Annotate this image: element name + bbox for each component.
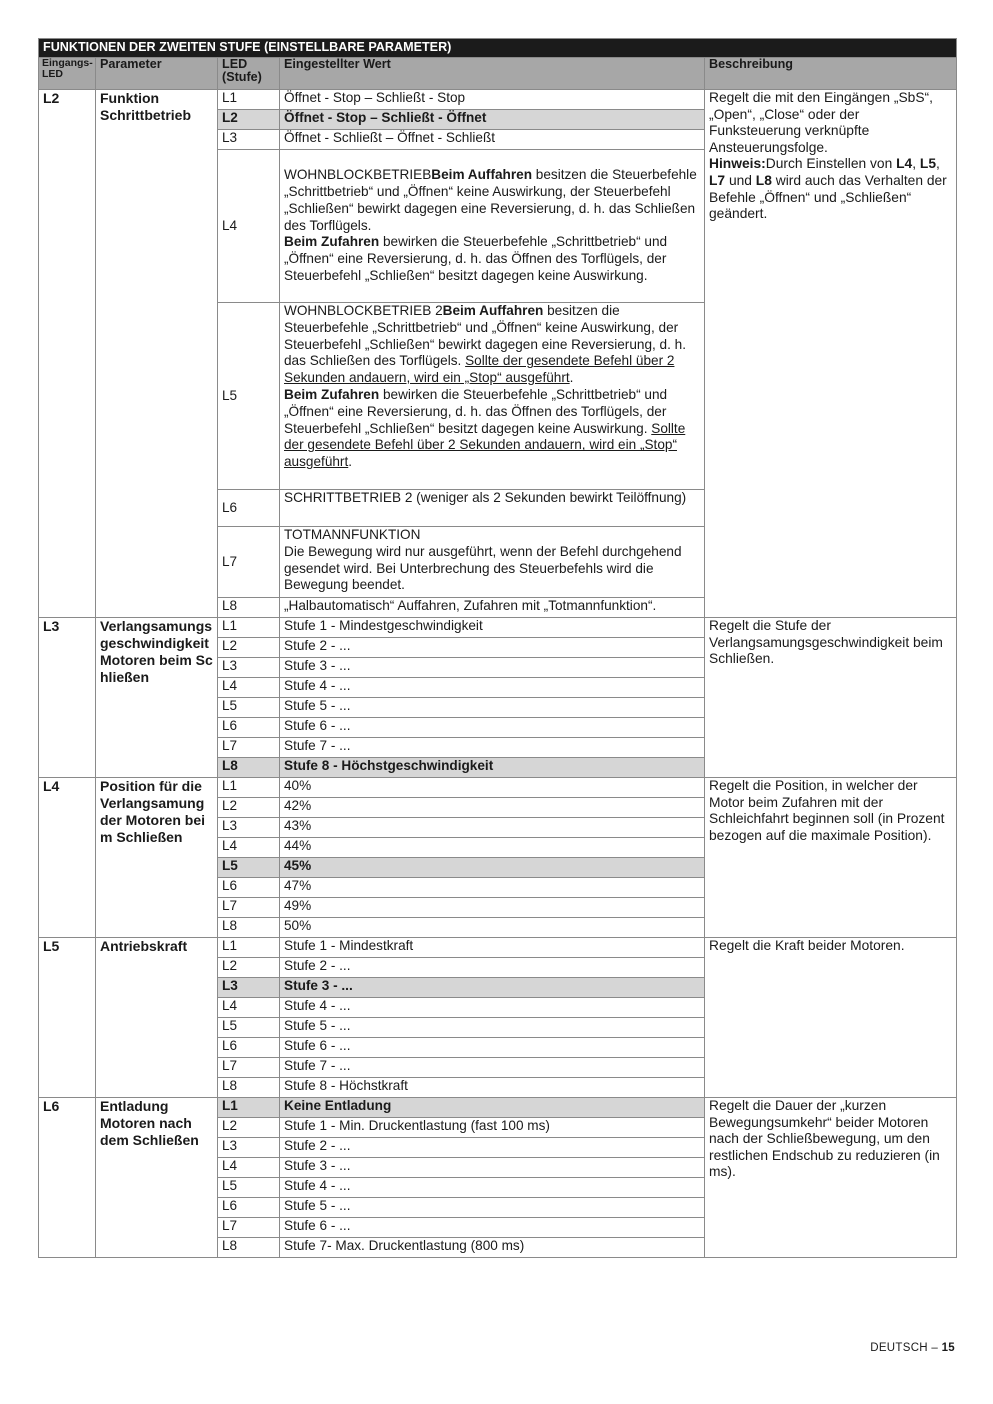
value-cell xyxy=(280,958,705,978)
parameter-cell: Funktion Schrittbetrieb xyxy=(96,90,218,618)
led-level-cell: L4 xyxy=(218,678,280,698)
parameter-table xyxy=(38,38,957,1258)
text-segment: Stufe 3 - ... xyxy=(284,1158,351,1173)
text-segment: Stufe 2 - ... xyxy=(284,958,351,973)
text-segment: . xyxy=(569,370,574,386)
text-segment: Beim Auffahren xyxy=(431,167,533,183)
value-cell xyxy=(280,1038,705,1058)
header-input-led: Eingangs-LED xyxy=(39,58,96,90)
text-segment: Stufe 5 - ... xyxy=(284,698,351,713)
text-segment: Beim Auffahren xyxy=(442,303,544,318)
led-level-cell: L8 xyxy=(218,758,280,778)
parameter-cell: Antriebskraft xyxy=(96,938,218,1098)
text-segment: Stufe 1 - Mindestgeschwindigkeit xyxy=(284,618,483,633)
value-cell xyxy=(280,978,705,998)
value-cell xyxy=(280,698,705,718)
input-led-cell: L2 xyxy=(39,90,96,618)
text-segment: Regelt die Position, in welcher der Motor beim Zufahren mit der Schleichfahrt beginnen soll (in Prozent bezogen auf die maximale Position). xyxy=(709,778,945,843)
led-level-cell: L3 xyxy=(218,658,280,678)
text-segment: L7 xyxy=(709,172,726,188)
value-cell xyxy=(280,1178,705,1198)
parameter-cell: Entladung Motoren nach dem Schließen xyxy=(96,1098,218,1258)
led-level-cell: L6 xyxy=(218,490,280,527)
text-segment: 49% xyxy=(284,898,312,913)
value-cell xyxy=(280,898,705,918)
text-segment: 47% xyxy=(284,878,312,893)
parameter-cell: Verlangsamungsgeschwindigkeit Motoren beim Schließen xyxy=(96,618,218,778)
led-level-cell: L5 xyxy=(218,1178,280,1198)
led-level-cell: L2 xyxy=(218,110,280,130)
description-cell xyxy=(705,1098,957,1258)
text-segment: bewirken die Steuerbefehle „Schrittbetrieb“ und „Öffnen“ eine Reversierung, d. h. das Öffnen des Torflügels, der Steuerbefehl „Schließen“ besitzt dagegen keine Auswirkung. xyxy=(284,234,668,283)
table-row xyxy=(39,778,957,798)
text-segment: Stufe 3 - ... xyxy=(284,658,351,673)
text-segment: Beim Zufahren xyxy=(284,386,380,402)
led-level-cell: L4 xyxy=(218,1158,280,1178)
text-segment: . xyxy=(348,454,353,470)
value-cell xyxy=(280,678,705,698)
input-led-cell: L3 xyxy=(39,618,96,778)
input-led-cell: L6 xyxy=(39,1098,96,1258)
text-segment: 43% xyxy=(284,818,312,833)
led-level-cell: L7 xyxy=(218,738,280,758)
value-cell xyxy=(280,1078,705,1098)
value-cell xyxy=(280,778,705,798)
value-cell xyxy=(280,150,705,303)
table-row xyxy=(39,618,957,638)
text-segment: Stufe 2 - ... xyxy=(284,638,351,653)
led-level-cell: L5 xyxy=(218,303,280,490)
text-segment: SCHRITTBETRIEB 2 (weniger als 2 Sekunden bewirkt Teilöffnung) xyxy=(284,490,687,505)
value-cell xyxy=(280,1058,705,1078)
footer-language: DEUTSCH – xyxy=(870,1342,942,1354)
text-segment: Sollte der gesendete Befehl über 2 Sekunden andauern, wird ein „Stop“ ausgeführt xyxy=(284,420,686,470)
value-cell xyxy=(280,490,705,527)
led-level-cell: L8 xyxy=(218,1078,280,1098)
value-cell xyxy=(280,638,705,658)
value-cell xyxy=(280,998,705,1018)
value-cell xyxy=(280,1098,705,1118)
text-segment: Stufe 7 - ... xyxy=(284,738,351,753)
led-level-cell: L8 xyxy=(218,598,280,618)
text-segment: 44% xyxy=(284,838,312,853)
text-segment: WOHNBLOCKBETRIEB xyxy=(284,167,432,183)
value-cell xyxy=(280,858,705,878)
text-segment: Stufe 6 - ... xyxy=(284,1218,351,1233)
page-number: 15 xyxy=(941,1342,955,1354)
table-title: FUNKTIONEN DER ZWEITEN STUFE (EINSTELLBARE PARAMETER) xyxy=(39,39,957,58)
led-level-cell: L7 xyxy=(218,1058,280,1078)
value-cell xyxy=(280,798,705,818)
text-segment: Stufe 7- Max. Druckentlastung (800 ms) xyxy=(284,1238,525,1253)
led-level-cell: L1 xyxy=(218,90,280,110)
text-segment: besitzen die Steuerbefehle „Schrittbetrieb“ und „Öffnen“ keine Auswirkung, der Steuerbefehl „Schließen“ bewirkt dagegen eine Reversierung, d. h. das Schließen des Torflügels. xyxy=(284,303,687,369)
led-level-cell: L7 xyxy=(218,1218,280,1238)
text-segment: Hinweis: xyxy=(709,156,766,172)
value-cell xyxy=(280,938,705,958)
text-segment: L4 xyxy=(896,156,913,172)
value-cell xyxy=(280,90,705,110)
value-cell xyxy=(280,1138,705,1158)
led-level-cell: L6 xyxy=(218,1038,280,1058)
value-cell xyxy=(280,130,705,150)
table-header-row xyxy=(39,58,957,90)
led-level-cell: L7 xyxy=(218,527,280,598)
led-level-cell: L1 xyxy=(218,618,280,638)
text-segment: Die Bewegung wird nur ausgeführt, wenn der Befehl durchgehend gesendet wird. Bei Unterbrechung des Steuerbefehls wird die Bewegung beendet. xyxy=(284,543,682,593)
text-segment: 42% xyxy=(284,798,312,813)
led-level-cell: L3 xyxy=(218,978,280,998)
table-row xyxy=(39,1098,957,1118)
value-cell xyxy=(280,1198,705,1218)
led-level-cell: L8 xyxy=(218,918,280,938)
text-segment: 40% xyxy=(284,778,312,793)
table-row xyxy=(39,938,957,958)
table-title-row xyxy=(39,39,957,58)
text-segment: Stufe 8 - Höchstkraft xyxy=(284,1078,408,1093)
led-level-cell: L2 xyxy=(218,1118,280,1138)
text-segment: Öffnet - Schließt – Öffnet - Schließt xyxy=(284,130,496,145)
led-level-cell: L4 xyxy=(218,838,280,858)
value-cell xyxy=(280,303,705,490)
value-cell xyxy=(280,1238,705,1258)
value-cell xyxy=(280,658,705,678)
header-value: Eingestellter Wert xyxy=(280,58,705,90)
text-segment: „Halbautomatisch“ Auffahren, Zufahren mit „Totmannfunktion“. xyxy=(284,598,657,613)
value-cell xyxy=(280,527,705,598)
led-level-cell: L2 xyxy=(218,638,280,658)
text-segment: Stufe 8 - Höchstgeschwindigkeit xyxy=(284,758,494,773)
input-led-cell: L4 xyxy=(39,778,96,938)
led-level-cell: L1 xyxy=(218,778,280,798)
text-segment: Stufe 6 - ... xyxy=(284,1038,351,1053)
value-cell xyxy=(280,598,705,618)
value-cell xyxy=(280,1158,705,1178)
text-segment: Stufe 5 - ... xyxy=(284,1198,351,1213)
led-level-cell: L4 xyxy=(218,998,280,1018)
led-level-cell: L2 xyxy=(218,798,280,818)
text-segment: Regelt die Dauer der „kurzen Bewegungsumkehr“ beider Motoren nach der Schließbewegung, um den restlichen Endschub zu reduzieren (in ms). xyxy=(709,1098,940,1180)
text-segment: L8 xyxy=(755,172,772,188)
value-cell xyxy=(280,618,705,638)
text-segment: 45% xyxy=(284,858,312,873)
text-segment: TOTMANNFUNKTION xyxy=(284,527,421,542)
description-cell xyxy=(705,618,957,778)
led-level-cell: L6 xyxy=(218,718,280,738)
text-segment: Regelt die Stufe der Verlangsamungsgeschwindigkeit beim Schließen. xyxy=(709,618,943,667)
text-segment: , xyxy=(936,156,940,172)
text-segment: Sollte der gesendete Befehl über 2 Sekunden andauern, wird ein „Stop“ ausgeführt xyxy=(284,353,675,386)
value-cell xyxy=(280,1218,705,1238)
text-segment: Beim Zufahren xyxy=(284,234,380,250)
page-footer xyxy=(870,1342,955,1354)
value-cell xyxy=(280,1018,705,1038)
description-cell xyxy=(705,90,957,618)
text-segment: Stufe 4 - ... xyxy=(284,1178,351,1193)
text-segment: Stufe 3 - ... xyxy=(284,978,353,993)
led-level-cell: L2 xyxy=(218,958,280,978)
text-segment: Stufe 4 - ... xyxy=(284,998,351,1013)
value-cell xyxy=(280,918,705,938)
text-segment: Stufe 5 - ... xyxy=(284,1018,351,1033)
header-description: Beschreibung xyxy=(705,58,957,90)
value-cell xyxy=(280,738,705,758)
text-segment: Stufe 1 - Min. Druckentlastung (fast 100 ms) xyxy=(284,1118,550,1133)
value-cell xyxy=(280,1118,705,1138)
description-cell xyxy=(705,938,957,1098)
parameter-cell: Position für die Verlangsamung der Motoren beim Schließen xyxy=(96,778,218,938)
text-segment: Regelt die Kraft beider Motoren. xyxy=(709,938,905,953)
header-led: LED (Stufe) xyxy=(218,58,280,90)
text-segment: Keine Entladung xyxy=(284,1098,392,1113)
led-level-cell: L1 xyxy=(218,1098,280,1118)
led-level-cell: L1 xyxy=(218,938,280,958)
text-segment: Stufe 1 - Mindestkraft xyxy=(284,938,414,953)
text-segment: bewirken die Steuerbefehle „Schrittbetrieb“ und „Öffnen“ eine Reversierung, d. h. das Öffnen des Torflügels, der Steuerbefehl „Schließen“ besitzt dagegen keine Auswirkung. xyxy=(284,386,668,436)
table-body xyxy=(39,90,957,1258)
led-level-cell: L5 xyxy=(218,1018,280,1038)
led-level-cell: L6 xyxy=(218,1198,280,1218)
led-level-cell: L8 xyxy=(218,1238,280,1258)
input-led-cell: L5 xyxy=(39,938,96,1098)
led-level-cell: L5 xyxy=(218,858,280,878)
text-segment: Stufe 4 - ... xyxy=(284,678,351,693)
value-cell xyxy=(280,110,705,130)
text-segment: wird auch das Verhalten der Befehle „Öffnen“ und „Schließen“ geändert. xyxy=(709,172,947,222)
led-level-cell: L3 xyxy=(218,818,280,838)
text-segment: Regelt die mit den Eingängen „SbS“, „Open“, „Close“ oder der Funksteuerung verknüpfte Ansteuerungsfolge. xyxy=(709,90,933,155)
led-level-cell: L7 xyxy=(218,898,280,918)
text-segment: , xyxy=(912,156,920,172)
value-cell xyxy=(280,718,705,738)
value-cell xyxy=(280,878,705,898)
text-segment: Öffnet - Stop – Schließt - Stop xyxy=(284,90,466,105)
text-segment: Durch Einstellen von xyxy=(765,156,897,172)
led-level-cell: L3 xyxy=(218,130,280,150)
value-cell xyxy=(280,758,705,778)
text-segment: Öffnet - Stop – Schließt - Öffnet xyxy=(284,110,487,125)
text-segment: Stufe 6 - ... xyxy=(284,718,351,733)
text-segment: 50% xyxy=(284,918,312,933)
led-level-cell: L5 xyxy=(218,698,280,718)
text-segment: Stufe 7 - ... xyxy=(284,1058,351,1073)
text-segment: WOHNBLOCKBETRIEB 2 xyxy=(284,303,443,318)
value-cell xyxy=(280,838,705,858)
text-segment: und xyxy=(725,172,756,188)
value-cell xyxy=(280,818,705,838)
text-segment: Stufe 2 - ... xyxy=(284,1138,351,1153)
led-level-cell: L6 xyxy=(218,878,280,898)
led-level-cell: L3 xyxy=(218,1138,280,1158)
text-segment: L5 xyxy=(919,156,936,172)
description-cell xyxy=(705,778,957,938)
led-level-cell: L4 xyxy=(218,150,280,303)
text-segment: besitzen die Steuerbefehle „Schrittbetrieb“ und „Öffnen“ keine Auswirkung, der Steuerbefehl „Schließen“ bewirkt dagegen eine Reversierung, d. h. das Schließen des Torflügels. xyxy=(284,167,697,233)
table-row xyxy=(39,90,957,110)
header-parameter: Parameter xyxy=(96,58,218,90)
